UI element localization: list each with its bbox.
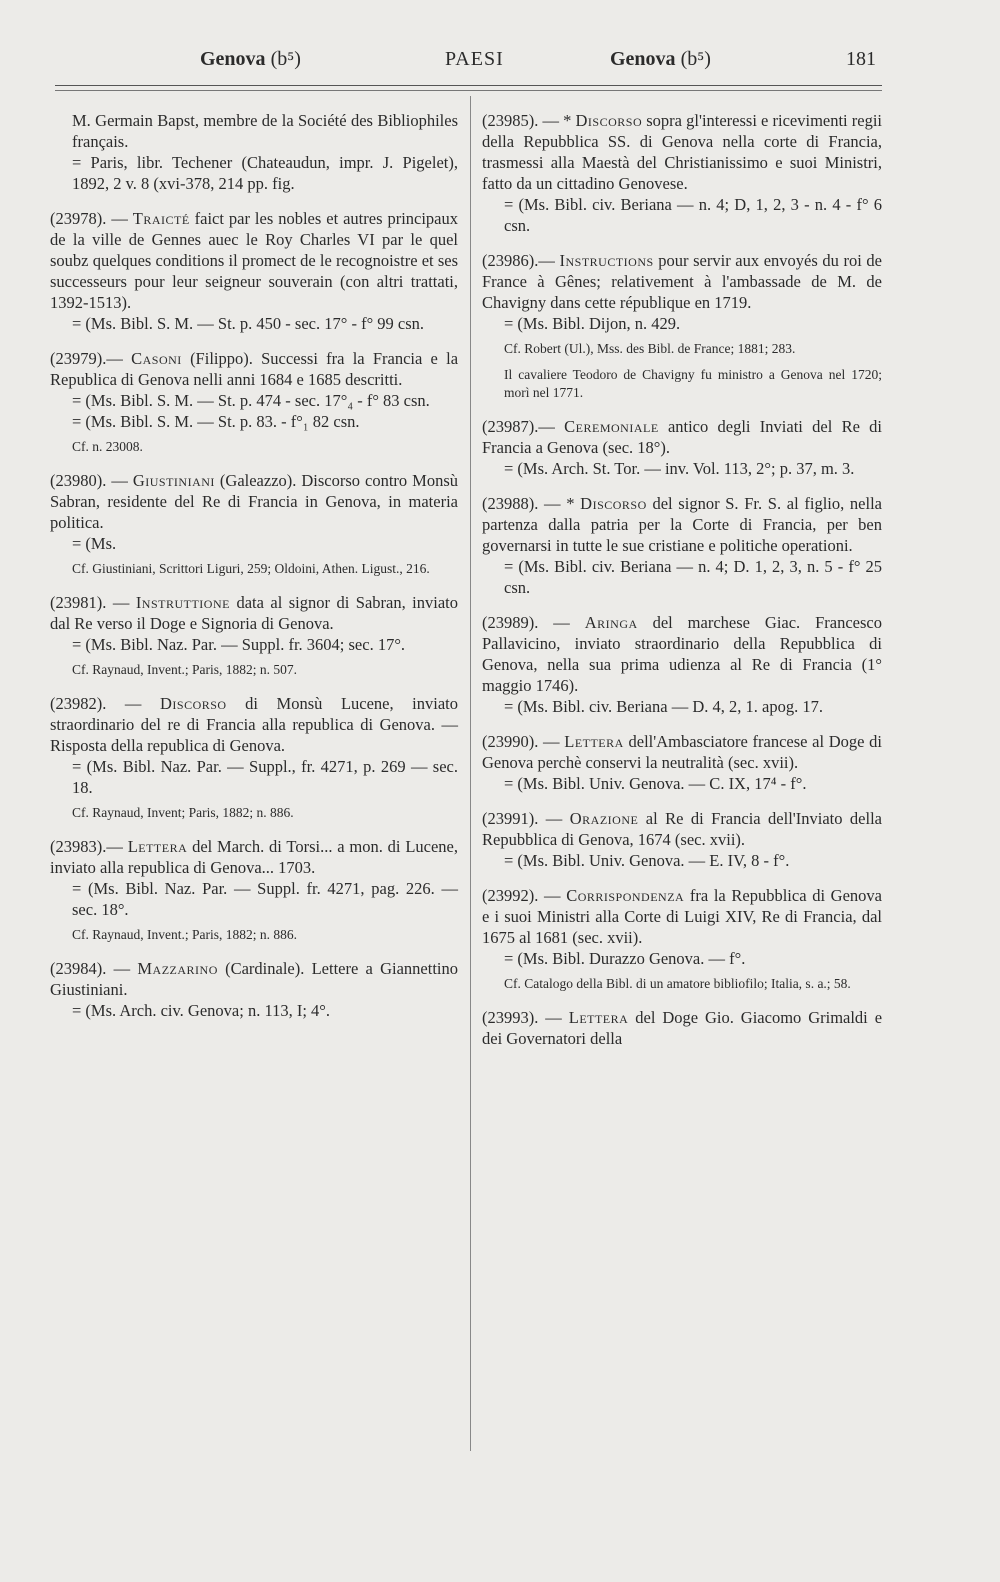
entry-body bbox=[50, 208, 458, 313]
entry-body bbox=[50, 592, 458, 634]
entry-text: pour servir aux envoyés du roi de France à Gênes; relativement à l'ambassade de M. de Chavigny dans cette république en 1719. bbox=[482, 251, 883, 312]
entry-number: (23978). — bbox=[50, 209, 128, 228]
entry-text: (Cardinale). Lettere a Giannettino Giustiniani. bbox=[50, 959, 459, 999]
entry-text: faict par les nobles et autres principaux de la ville de Gennes auec le Roy Charles VI par le quel soubz quelques conditions il promect de le recognoistre et ses successeurs pour leur seigneur souverain (con altri trattati, 1392-1513). bbox=[50, 209, 459, 312]
entry-number: (23985). — * bbox=[482, 111, 572, 130]
entry-number: (23992). — bbox=[482, 886, 561, 905]
entry-body bbox=[482, 885, 882, 948]
entry-23982 bbox=[50, 693, 458, 822]
entry-reference: = (Ms. Bibl. Durazzo Genova. — f°. bbox=[504, 949, 746, 968]
entry-number: (23986).— bbox=[482, 251, 555, 270]
entry-heading: Discorso bbox=[580, 494, 647, 513]
entry-number: (23982). — bbox=[50, 694, 142, 713]
entry-body bbox=[482, 493, 882, 556]
column-divider bbox=[470, 96, 471, 1451]
entry-number: (23981). — bbox=[50, 593, 130, 612]
entry-reference: = (Ms. Bibl. civ. Beriana — n. 4; D. 1, 2, 3, n. 5 - f° 25 csn. bbox=[504, 557, 882, 597]
entry-reference: = (Ms. Bibl. Dijon, n. 429. bbox=[504, 314, 681, 333]
entry-23989 bbox=[482, 612, 882, 717]
entry-number: (23979).— bbox=[50, 349, 123, 368]
entry-text: (Galeazzo). Discorso contro Monsù Sabran, residente del Re di Francia in Genova, in materia politica. bbox=[50, 471, 458, 532]
entry-reference: = (Ms. Bibl. civ. Beriana — n. 4; D, 1, 2, 3 - n. 4 - f° 6 csn. bbox=[504, 195, 882, 235]
entry-citation: Cf. Giustiniani, Scrittori Liguri, 259; Oldoini, Athen. Ligust., 216. bbox=[72, 561, 430, 576]
entry-number: (23983).— bbox=[50, 837, 123, 856]
entry-heading: Mazzarino bbox=[137, 959, 218, 978]
entry-number: (23987).— bbox=[482, 417, 555, 436]
entry-reference: = (Ms. Bibl. Naz. Par. — Suppl. fr. 3604; sec. 17°. bbox=[72, 635, 406, 654]
entry-reference: = (Ms. Bibl. Naz. Par. — Suppl. fr. 4271, pag. 226. — sec. 18°. bbox=[72, 879, 458, 919]
entry-body bbox=[482, 808, 882, 850]
entry-23991 bbox=[482, 808, 882, 871]
entry-continuation bbox=[50, 110, 458, 194]
entry-23985 bbox=[482, 110, 882, 236]
entry-note: Il cavaliere Teodoro de Chavigny fu ministro a Genova nel 1720; morì nel 1771. bbox=[504, 367, 882, 400]
entry-text: al Re di Francia dell'Inviato della Repubblica di Genova, 1674 (sec. xvii). bbox=[482, 809, 882, 849]
entry-body bbox=[50, 470, 458, 533]
entry-body bbox=[50, 693, 458, 756]
entry-reference: = (Ms. Arch. St. Tor. — inv. Vol. 113, 2°; p. 37, m. 3. bbox=[504, 459, 855, 478]
entry-heading: Corrispondenza bbox=[566, 886, 685, 905]
running-head-right bbox=[610, 48, 711, 71]
entry-body bbox=[482, 250, 882, 313]
entry-23979 bbox=[50, 348, 458, 456]
entry-reference: = (Ms. Bibl. S. M. — St. p. 450 - sec. 17° - f° 99 csn. bbox=[72, 314, 425, 333]
entry-body bbox=[482, 731, 882, 773]
entry-number: (23993). — bbox=[482, 1008, 562, 1027]
running-head-center: PAESI bbox=[445, 48, 504, 70]
entry-reference: = (Ms. Bibl. S. M. — St. p. 83. - f°₁ 82 csn. bbox=[72, 412, 360, 431]
entry-number: (23989). — bbox=[482, 613, 570, 632]
entry-text: del Doge Gio. Giacomo Grimaldi e dei Governatori della bbox=[482, 1008, 883, 1048]
entry-reference: = (Ms. Bibl. Naz. Par. — Suppl., fr. 4271, p. 269 — sec. 18. bbox=[72, 757, 458, 797]
entry-text: dell'Ambasciatore francese al Doge di Genova perchè conservi la neutralità (sec. xvii). bbox=[482, 732, 883, 772]
running-head-left-title: Genova bbox=[200, 48, 266, 70]
entry-heading: Lettera bbox=[127, 837, 188, 856]
entry-heading: Ceremoniale bbox=[564, 417, 659, 436]
entry-text: M. Germain Bapst, membre de la Société des Bibliophiles français. bbox=[72, 111, 458, 151]
entry-23986 bbox=[482, 250, 882, 402]
entry-reference: = (Ms. bbox=[72, 534, 117, 553]
entry-text: antico degli Inviati del Re di Francia a Genova (sec. 18°). bbox=[482, 417, 883, 457]
entry-citation: Cf. Raynaud, Invent.; Paris, 1882; n. 886. bbox=[72, 927, 297, 942]
entry-23992 bbox=[482, 885, 882, 993]
entry-heading: Discorso bbox=[159, 694, 227, 713]
entry-text: fra la Repubblica di Genova e i suoi Ministri alla Corte di Luigi XIV, Re di Francia, dal 1675 al 1681 (sec. xvii). bbox=[482, 886, 882, 947]
entry-body bbox=[50, 958, 458, 1000]
entry-number: (23991). — bbox=[482, 809, 563, 828]
entry-number: (23984). — bbox=[50, 959, 131, 978]
entry-citation: Cf. Catalogo della Bibl. di un amatore bibliofilo; Italia, s. a.; 58. bbox=[504, 976, 851, 991]
running-head-left-sub: (b⁵) bbox=[270, 48, 301, 70]
entry-reference: = (Ms. Arch. civ. Genova; n. 113, I; 4°. bbox=[72, 1001, 331, 1020]
entry-heading: Aringa bbox=[584, 613, 638, 632]
entry-number: (23980). — bbox=[50, 471, 128, 490]
entry-23980 bbox=[50, 470, 458, 578]
entry-text: del marchese Giac. Francesco Pallavicino, inviato straordinario della Repubblica di Genova, nella sua prima udienza al Re di Francia (1° maggio 1746). bbox=[482, 613, 882, 695]
entry-number: (23988). — * bbox=[482, 494, 575, 513]
entry-reference: = Paris, libr. Techener (Chateaudun, impr. J. Pigelet), 1892, 2 v. 8 (xvi-378, 214 pp. fig. bbox=[72, 153, 458, 193]
entry-23983 bbox=[50, 836, 458, 944]
entry-reference: = (Ms. Bibl. S. M. — St. p. 474 - sec. 17°₄ - f° 83 csn. bbox=[72, 391, 430, 410]
entry-text: del March. di Torsi... a mon. di Lucene, inviato alla republica di Genova... 1703. bbox=[50, 837, 458, 877]
left-column bbox=[50, 110, 458, 1035]
page-number: 181 bbox=[846, 48, 876, 70]
entry-heading: Traicté bbox=[132, 209, 190, 228]
entry-heading: Orazione bbox=[569, 809, 639, 828]
entry-citation: Cf. Robert (Ul.), Mss. des Bibl. de France; 1881; 283. bbox=[504, 341, 796, 356]
entry-heading: Casoni bbox=[131, 349, 182, 368]
entry-23990 bbox=[482, 731, 882, 794]
running-head-right-title: Genova bbox=[610, 48, 676, 70]
header-rule-secondary bbox=[55, 90, 882, 91]
entry-23984 bbox=[50, 958, 458, 1021]
header-rule bbox=[55, 85, 882, 86]
entry-23981 bbox=[50, 592, 458, 679]
entry-heading: Discorso bbox=[575, 111, 643, 130]
entry-23978 bbox=[50, 208, 458, 334]
entry-23988 bbox=[482, 493, 882, 598]
entry-text: di Monsù Lucene, inviato straordinario del re di Francia alla republica di Genova. — Risposta della republica di Genova. bbox=[50, 694, 458, 755]
entry-heading: Lettera bbox=[568, 1008, 629, 1027]
entry-body bbox=[482, 1007, 882, 1049]
entry-citation: Cf. n. 23008. bbox=[72, 439, 143, 454]
entry-heading: Instruttione bbox=[135, 593, 230, 612]
running-head-right-sub: (b⁵) bbox=[680, 48, 711, 70]
entry-body bbox=[50, 836, 458, 878]
entry-body bbox=[482, 416, 882, 458]
entry-23993 bbox=[482, 1007, 882, 1049]
entry-reference: = (Ms. Bibl. civ. Beriana — D. 4, 2, 1. apog. 17. bbox=[504, 697, 823, 716]
entry-body bbox=[482, 612, 882, 696]
entry-number: (23990). — bbox=[482, 732, 560, 751]
right-column bbox=[482, 110, 882, 1063]
entry-heading: Lettera bbox=[564, 732, 624, 751]
entry-body bbox=[482, 110, 882, 194]
entry-reference: = (Ms. Bibl. Univ. Genova. — C. IX, 17⁴ - f°. bbox=[504, 774, 807, 793]
entry-citation: Cf. Raynaud, Invent.; Paris, 1882; n. 507. bbox=[72, 662, 297, 677]
entry-heading: Giustiniani bbox=[132, 471, 215, 490]
entry-text: del signor S. Fr. S. al figlio, nella partenza dalla patria per la Corte di Francia, per ben governarsi in tutte le sue cristiane e politiche operationi. bbox=[482, 494, 882, 555]
entry-reference: = (Ms. Bibl. Univ. Genova. — E. IV, 8 - f°. bbox=[504, 851, 790, 870]
entry-heading: Instructions bbox=[559, 251, 654, 270]
entry-text: data al signor di Sabran, inviato dal Re verso il Doge e Signoria di Genova. bbox=[50, 593, 459, 633]
entry-text: (Filippo). Successi fra la Francia e la Republica di Genova nelli anni 1684 e 1685 descritti. bbox=[50, 349, 459, 389]
running-head-left bbox=[200, 48, 301, 71]
entry-text: sopra gl'interessi e ricevimenti regii della Repubblica SS. di Genova nella corte di Francia, trasmessi alla Maestà del Christianissimo e suoi Ministri, fatto da un cittadino Genovese. bbox=[482, 111, 883, 193]
entry-citation: Cf. Raynaud, Invent; Paris, 1882; n. 886. bbox=[72, 805, 294, 820]
entry-23987 bbox=[482, 416, 882, 479]
entry-body bbox=[50, 348, 458, 390]
